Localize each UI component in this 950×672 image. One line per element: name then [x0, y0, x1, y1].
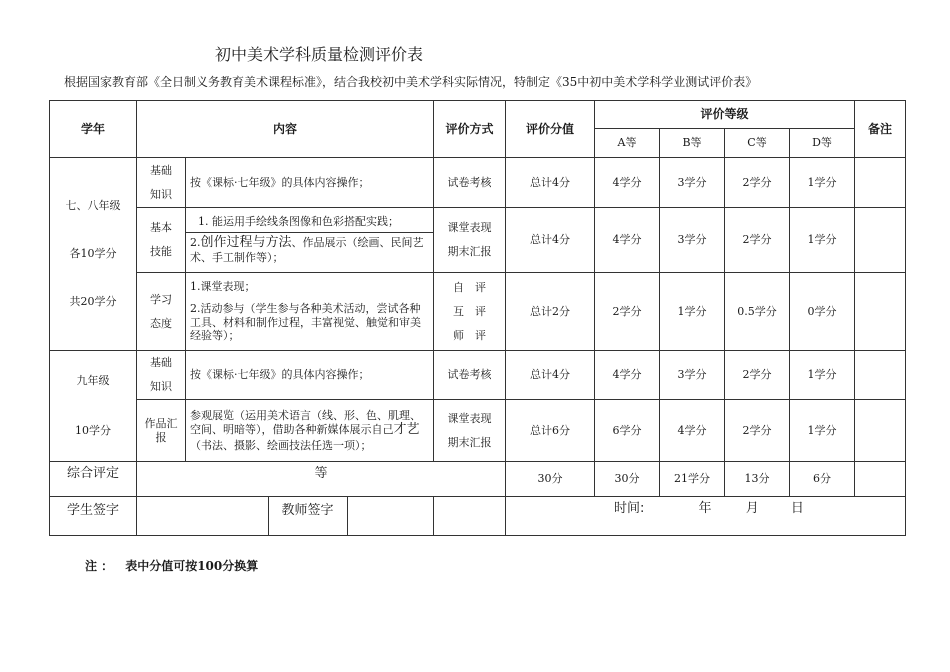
category-text: 基础 [150, 356, 172, 369]
category-text: 报 [155, 430, 167, 444]
score-cell: 总计4分 [506, 208, 595, 273]
summary-a: 30分 [595, 462, 660, 497]
header-level-d: D等 [790, 129, 855, 158]
content-cell [186, 273, 434, 351]
category-text: 基本 [150, 221, 172, 234]
content-line: 1.课堂表现； [190, 280, 256, 293]
remark-cell[interactable] [855, 208, 906, 273]
content-emphasis: 才艺 [393, 422, 420, 438]
score-cell: 总计2分 [506, 273, 595, 351]
method-text: 期末汇报 [447, 435, 492, 449]
level-c-cell: 2学分 [725, 400, 790, 462]
level-a-cell: 4学分 [595, 351, 660, 400]
date-label: 时间: [614, 501, 645, 516]
group2-label [50, 351, 137, 462]
level-a-cell: 4学分 [595, 158, 660, 208]
method-text: 课堂表现 [447, 411, 492, 425]
method-text: 课堂表现 [447, 221, 492, 234]
header-content: 内容 [137, 101, 434, 158]
level-d-cell: 1学分 [790, 351, 855, 400]
content-line: 1. 能运用手绘线条图像和色彩搭配实践； [198, 215, 399, 229]
teacher-signature-extra[interactable] [434, 497, 506, 536]
category-cell [137, 400, 186, 462]
level-b-cell: 3学分 [660, 158, 725, 208]
group1-label-line: 共20学分 [69, 295, 117, 308]
method-text: 自 评 [453, 280, 487, 294]
method-cell: 试卷考核 [434, 351, 506, 400]
content-line [186, 232, 433, 265]
header-remark: 备注 [855, 101, 906, 158]
content-text: 、作品展示（绘画、民间艺术、手工制作等）； [190, 235, 424, 265]
summary-total: 30分 [506, 462, 595, 497]
level-b-cell: 4学分 [660, 400, 725, 462]
method-cell [434, 208, 506, 273]
level-c-cell: 0.5学分 [725, 273, 790, 351]
header-level-b: B等 [660, 129, 725, 158]
category-cell [137, 158, 186, 208]
level-d-cell: 0学分 [790, 273, 855, 351]
summary-b: 21学分 [660, 462, 725, 497]
signature-split [137, 497, 433, 535]
category-text: 作品汇 [144, 416, 178, 430]
score-cell: 总计4分 [506, 351, 595, 400]
method-text: 期末汇报 [447, 245, 492, 258]
level-d-cell: 1学分 [790, 400, 855, 462]
level-c-cell: 2学分 [725, 208, 790, 273]
summary-d: 6分 [790, 462, 855, 497]
group1-label-line: 七、八年级 [65, 199, 121, 212]
content-cell: 按《课标·七年级》的具体内容操作； [186, 158, 434, 208]
level-b-cell: 3学分 [660, 351, 725, 400]
method-cell [434, 273, 506, 351]
level-b-cell: 1学分 [660, 273, 725, 351]
remark-cell[interactable] [855, 400, 906, 462]
content-emphasis: 创作过程与方法 [200, 234, 292, 250]
footnote [85, 557, 258, 574]
year-label: 年 [698, 501, 712, 516]
header-level-c: C等 [725, 129, 790, 158]
content-cell [186, 208, 434, 273]
category-cell [137, 273, 186, 351]
group2-label-line: 10学分 [75, 424, 111, 437]
score-cell: 总计6分 [506, 400, 595, 462]
header-level-a: A等 [595, 129, 660, 158]
content-text: （书法、摄影、绘画技法任选一项）； [190, 438, 372, 452]
level-c-cell: 2学分 [725, 158, 790, 208]
header-level: 评价等级 [595, 101, 855, 129]
date-cell[interactable] [506, 497, 906, 536]
level-a-cell: 2学分 [595, 273, 660, 351]
group2-label-line: 九年级 [76, 374, 110, 387]
category-text: 技能 [150, 245, 172, 258]
category-text: 基础 [150, 163, 172, 177]
teacher-signature-field[interactable] [347, 497, 433, 535]
day-label: 日 [790, 501, 804, 516]
category-text: 知识 [150, 380, 172, 393]
summary-label: 综合评定 [50, 462, 137, 497]
page-subtitle: 根据国家教育部《全日制义务教育美术课程标准》，结合我校初中美术学科实际情况，特制定《35中初中美术学科学业测试评价表》 [64, 75, 758, 89]
category-text: 学习 [150, 292, 172, 306]
category-cell [137, 208, 186, 273]
student-signature-field[interactable] [137, 497, 268, 535]
category-text: 知识 [150, 187, 172, 201]
remark-cell[interactable] [855, 462, 906, 497]
method-text: 互 评 [453, 304, 487, 318]
summary-c: 13分 [725, 462, 790, 497]
level-d-cell: 1学分 [790, 158, 855, 208]
method-text: 师 评 [453, 328, 487, 342]
header-score: 评价分值 [506, 101, 595, 158]
content-cell: 按《课标·七年级》的具体内容操作； [186, 351, 434, 400]
header-grade: 学年 [50, 101, 137, 158]
category-text: 态度 [150, 316, 172, 330]
student-signature-label: 学生签字 [50, 497, 137, 536]
content-text: 参观展览（运用美术语言（线、形、色、肌理、空间、明暗等），借助各种新媒体展示自己 [190, 408, 421, 437]
remark-cell[interactable] [855, 351, 906, 400]
category-cell [137, 351, 186, 400]
level-d-cell: 1学分 [790, 208, 855, 273]
remark-cell[interactable] [855, 158, 906, 208]
method-cell [434, 400, 506, 462]
level-a-cell: 6学分 [595, 400, 660, 462]
level-a-cell: 4学分 [595, 208, 660, 273]
group1-label-line: 各10学分 [69, 247, 117, 260]
group1-label [50, 158, 137, 351]
content-text: 2. [190, 235, 201, 249]
content-cell [186, 400, 434, 462]
student-signature-area[interactable] [137, 497, 434, 536]
page-title: 初中美术学科质量检测评价表 [215, 45, 424, 64]
teacher-signature-label: 教师签字 [268, 497, 347, 535]
header-method: 评价方式 [434, 101, 506, 158]
summary-grade[interactable]: 等 [137, 462, 506, 497]
month-label: 月 [745, 501, 759, 516]
remark-cell[interactable] [855, 273, 906, 351]
level-c-cell: 2学分 [725, 351, 790, 400]
method-cell: 试卷考核 [434, 158, 506, 208]
evaluation-table [49, 100, 906, 536]
content-line: 2.活动参与（学生参与各种美术活动，尝试各种工具、材料和制作过程，丰富视觉、触觉和审美经验等）； [190, 301, 421, 343]
score-cell: 总计4分 [506, 158, 595, 208]
footnote-label: 注 ： [85, 559, 114, 573]
footnote-text: 表中分值可按100分换算 [125, 559, 259, 573]
level-b-cell: 3学分 [660, 208, 725, 273]
